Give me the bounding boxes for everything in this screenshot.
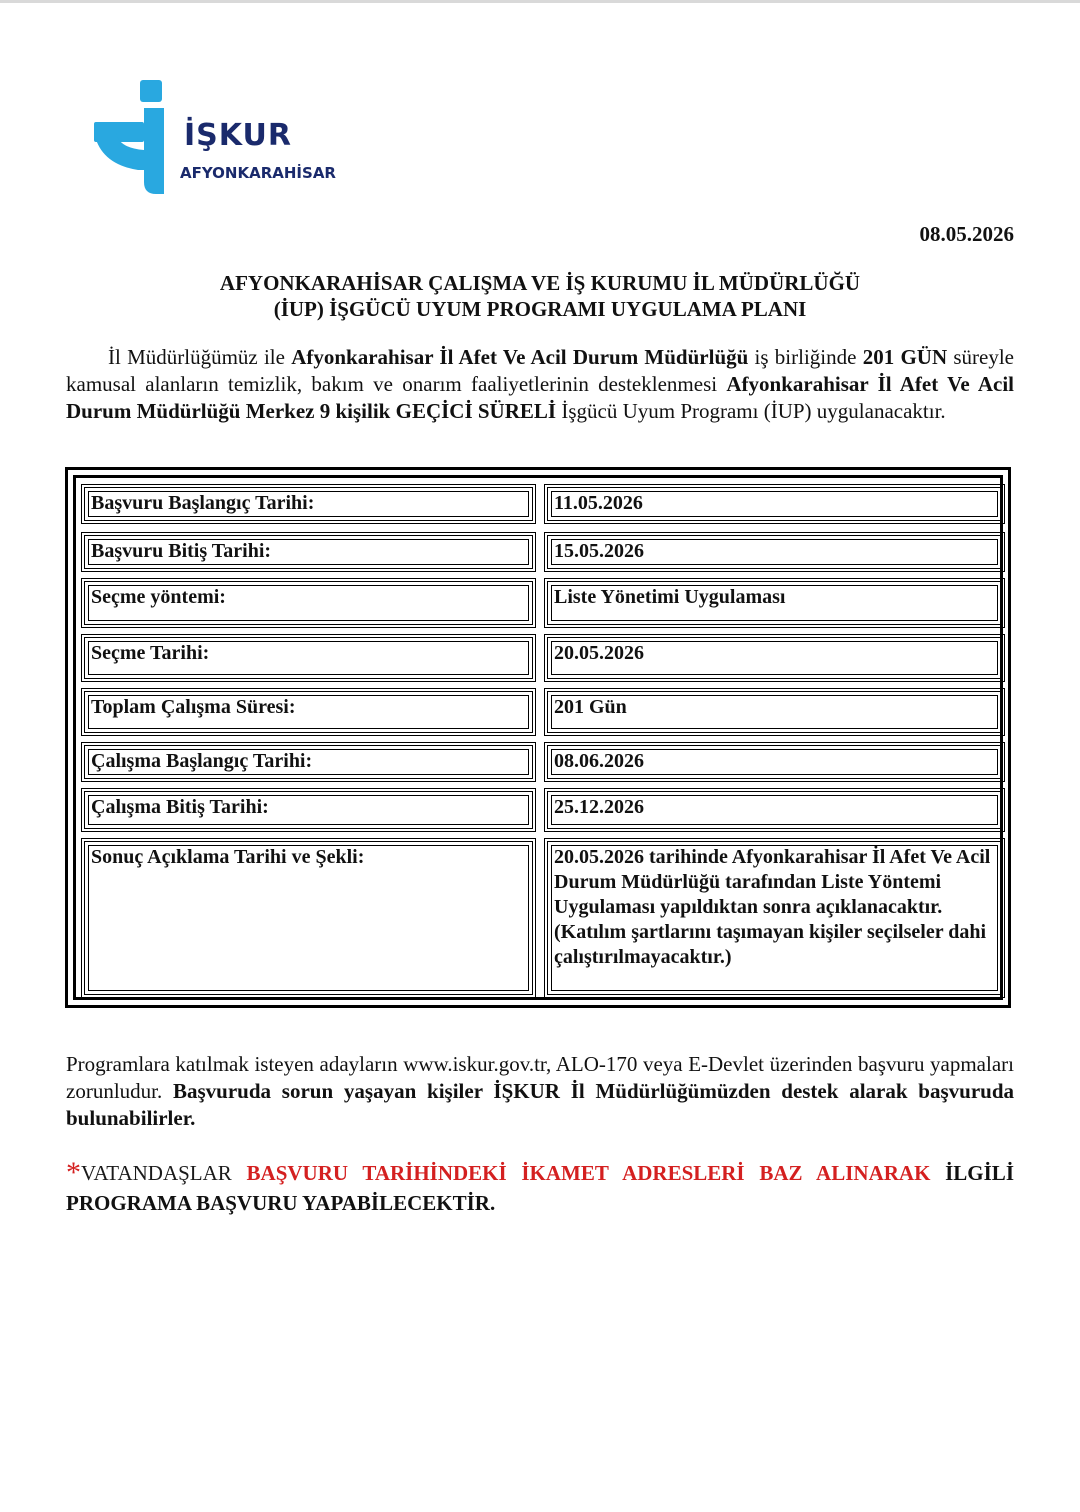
table-row-value: 15.05.2026 bbox=[544, 532, 1005, 572]
asterisk-icon: * bbox=[66, 1156, 81, 1189]
application-info-text: Programlara katılmak isteyen adayların www.iskur.gov.tr, ALO-170 veya E-Devlet üzerinden başvuru yapmaları zorunludur. bbox=[66, 1052, 1014, 1103]
table-row-label: Başvuru Başlangıç Tarihi: bbox=[81, 484, 536, 524]
table-row-value: Liste Yönetimi Uygulaması bbox=[544, 578, 1005, 628]
program-details-table bbox=[65, 467, 1011, 1008]
top-border-line bbox=[0, 0, 1080, 3]
iskur-logo bbox=[94, 78, 354, 198]
document-title-line-1: AFYONKARAHİSAR ÇALIŞMA VE İŞ KURUMU İL MÜDÜRLÜĞÜ bbox=[219, 271, 861, 295]
notice-part-2: BAŞVURU TARİHİNDEKİ İKAMET ADRESLERİ BAZ ALINARAK bbox=[246, 1161, 931, 1185]
application-info-paragraph bbox=[66, 1051, 1014, 1132]
table-row-label: Çalışma Bitiş Tarihi: bbox=[81, 788, 536, 832]
result-note: (Katılım şartlarını taşımayan kişiler seçilseler dahi çalıştırılmayacaktır.) bbox=[554, 921, 987, 968]
table-row-label: Sonuç Açıklama Tarihi ve Şekli: bbox=[81, 838, 536, 998]
table-row-value: 201 Gün bbox=[544, 688, 1005, 736]
intro-text-4: İşgücü Uyum Programı (İUP) uygulanacaktır. bbox=[556, 399, 946, 423]
application-info-bold: Başvuruda sorun yaşayan kişiler İŞKUR İl Müdürlüğümüzden destek alarak başvuruda bulunabilirler. bbox=[66, 1079, 1014, 1130]
program-details-table-inner bbox=[73, 475, 1003, 1000]
table-row-value: 25.12.2026 bbox=[544, 788, 1005, 832]
table-row-value-multiline bbox=[544, 838, 1005, 998]
notice-part-3: İLGİLİ PROGRAMA BAŞVURU YAPABİLECEKTİR. bbox=[66, 1161, 1014, 1215]
logo-brand-text: İŞKUR bbox=[184, 118, 292, 153]
table-row-label: Çalışma Başlangıç Tarihi: bbox=[81, 742, 536, 782]
intro-text-2: iş birliğinde bbox=[748, 345, 863, 369]
intro-bold-2: 201 GÜN bbox=[862, 345, 948, 369]
table-row-value: 20.05.2026 bbox=[544, 634, 1005, 682]
intro-paragraph bbox=[66, 344, 1014, 425]
table-row-value: 08.06.2026 bbox=[544, 742, 1005, 782]
result-description: 20.05.2026 tarihinde Afyonkarahisar İl Afet Ve Acil Durum Müdürlüğü tarafından Liste Yöntemi Uygulaması yapıldıktan sonra açıklanacaktır. bbox=[554, 846, 991, 918]
intro-bold-3: Afyonkarahisar İl Afet Ve Acil Durum Müdürlüğü Merkez 9 kişilik GEÇİCİ SÜRELİ bbox=[66, 372, 1014, 423]
table-row-label: Seçme yöntemi: bbox=[81, 578, 536, 628]
intro-text-1: İl Müdürlüğümüz ile bbox=[108, 345, 292, 369]
intro-text-3: süreyle kamusal alanların temizlik, bakım ve onarım faaliyetlerinin desteklenmesi bbox=[66, 345, 1014, 396]
intro-bold-1: Afyonkarahisar İl Afet Ve Acil Durum Müdürlüğü bbox=[291, 345, 749, 369]
table-row-label: Seçme Tarihi: bbox=[81, 634, 536, 682]
document-date: 08.05.2026 bbox=[919, 222, 1014, 246]
document-title-line-2: (İUP) İŞGÜCÜ UYUM PROGRAMI UYGULAMA PLANI bbox=[273, 297, 807, 321]
iskur-logo-mark-icon bbox=[94, 78, 184, 198]
citizen-notice bbox=[66, 1158, 1014, 1218]
table-row-label: Toplam Çalışma Süresi: bbox=[81, 688, 536, 736]
table-row-label: Başvuru Bitiş Tarihi: bbox=[81, 532, 536, 572]
notice-part-1: VATANDAŞLAR bbox=[81, 1161, 247, 1185]
table-row-value: 11.05.2026 bbox=[544, 484, 1005, 524]
logo-city-text: AFYONKARAHİSAR bbox=[180, 164, 336, 182]
